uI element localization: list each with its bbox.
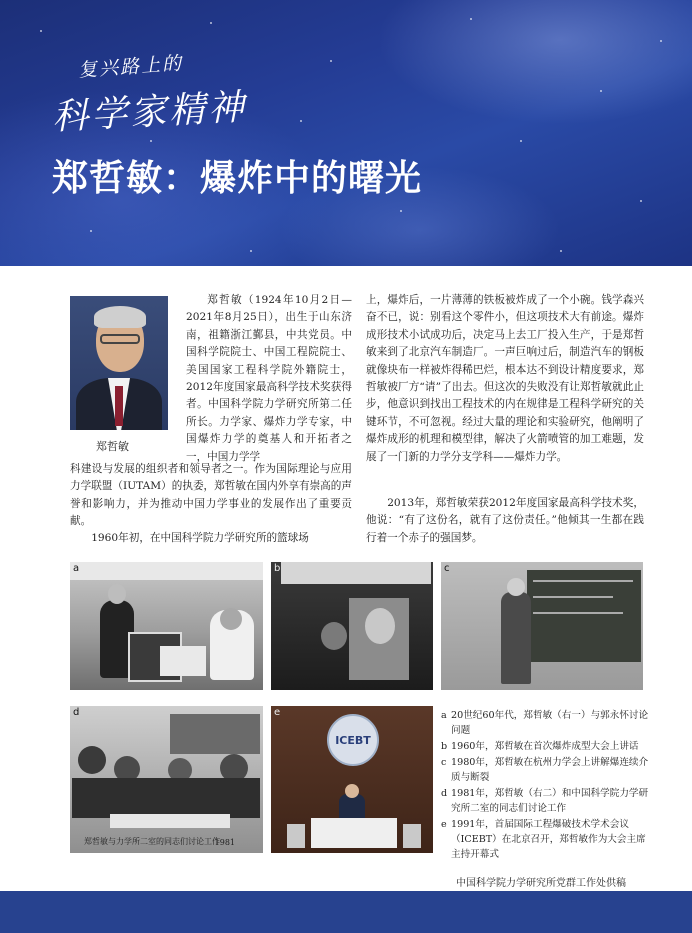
photo-b xyxy=(271,562,433,690)
header-banner xyxy=(0,0,692,266)
photo-d-inset-caption: 郑哲敏与力学所二室的同志们讨论工作 xyxy=(84,837,220,846)
footer-bar xyxy=(0,891,692,933)
photo-e-label: e xyxy=(274,707,281,718)
paragraph-explosion-forming: 上，爆炸后，一片薄薄的铁板被炸成了一个小碗。钱学森兴奋不已，说：别看这个零件小，但这项技术大有前途。爆炸成形技术小试成功后，决定马上去工厂投入生产，于是郑哲敏来到了北京汽车制造厂。一声巨响过后，制造汽车的钢板就像块布一样被炸得稀巴烂，根本达不到设计精度要求，郑哲敏被厂方“请”了出去。但这次的失败没有让郑哲敏就此止步，他意识到找出工程技术的内在规律是工程科学研究的关键环节，不可忽视。经过大量的理论和实验研究，他阐明了爆炸成形的机理和模型律，解决了火箭喷管的加工难题，发展了一门新的力学分支学科——爆炸力学。 xyxy=(366,294,644,463)
paragraph-intro-continued: 科建设与发展的组织者和领导者之一。作为国际理论与应用力学联盟（IUTAM）的执委，郑哲敏在国内外享有崇高的声誉和影响力，并为推动中国力学事业的发展作出了重要贡献。 xyxy=(70,463,352,528)
photo-c-label: c xyxy=(444,563,450,574)
paragraph-1960: 1960年初，在中国科学院力学研究所的篮球场 xyxy=(91,532,309,544)
portrait-caption: 郑哲敏 xyxy=(96,440,129,453)
caption-b: b 1960年，郑哲敏在首次爆炸成型大会上讲话 xyxy=(441,741,639,752)
paragraph-intro: 郑哲敏（1924年10月2日—2021年8月25日），出生于山东济南，祖籍浙江鄞县，中共党员。中国科学院院士、中国工程院院士、美国国家工程科学院外籍院士，2012年度国家最高科学技术奖获得者。中国科学院力学研究所第二任所长。力学家、爆炸力学专家，中国爆炸力学的奠基人和开拓者之一，中国力学学 xyxy=(186,294,352,463)
photo-a xyxy=(70,562,263,690)
photo-b-label: b xyxy=(274,563,281,574)
photo-d-label: d xyxy=(73,707,80,718)
caption-d: d 1981年，郑哲敏（右二）和中国科学院力学研究所二室的同志们讨论工作 xyxy=(441,788,649,814)
photo-captions xyxy=(441,708,651,863)
icebt-logo: ICEBT xyxy=(327,714,379,766)
photo-d xyxy=(70,706,263,853)
photo-c xyxy=(441,562,643,690)
photo-e xyxy=(271,706,433,853)
paragraph-2013-award: 2013年，郑哲敏荣获2012年度国家最高科学技术奖，他说：“有了这份名，就有了这份责任。”他倾其一生都在践行着一个赤子的强国梦。 xyxy=(366,497,644,544)
photo-d-inset-year: 1981 xyxy=(214,838,235,847)
portrait-photo xyxy=(70,296,168,430)
caption-c: c 1980年，郑哲敏在杭州力学会上讲解爆连续介质与断裂 xyxy=(441,757,649,783)
photo-a-label: a xyxy=(73,563,80,574)
caption-e: e 1991年，首届国际工程爆破技术学术会议（ICEBT）在北京召开，郑哲敏作为大会主席主持开幕式 xyxy=(441,819,646,860)
article-title: 郑哲敏：爆炸中的曙光 xyxy=(52,158,423,199)
caption-a: a 20世纪60年代，郑哲敏（右一）与郭永怀讨论问题 xyxy=(441,710,649,736)
series-title-line2: 科学家精神 xyxy=(51,86,249,139)
article-credit: 中国科学院力学研究所党群工作处供稿 xyxy=(456,878,626,889)
series-title-line1: 复兴路上的 xyxy=(77,52,184,82)
